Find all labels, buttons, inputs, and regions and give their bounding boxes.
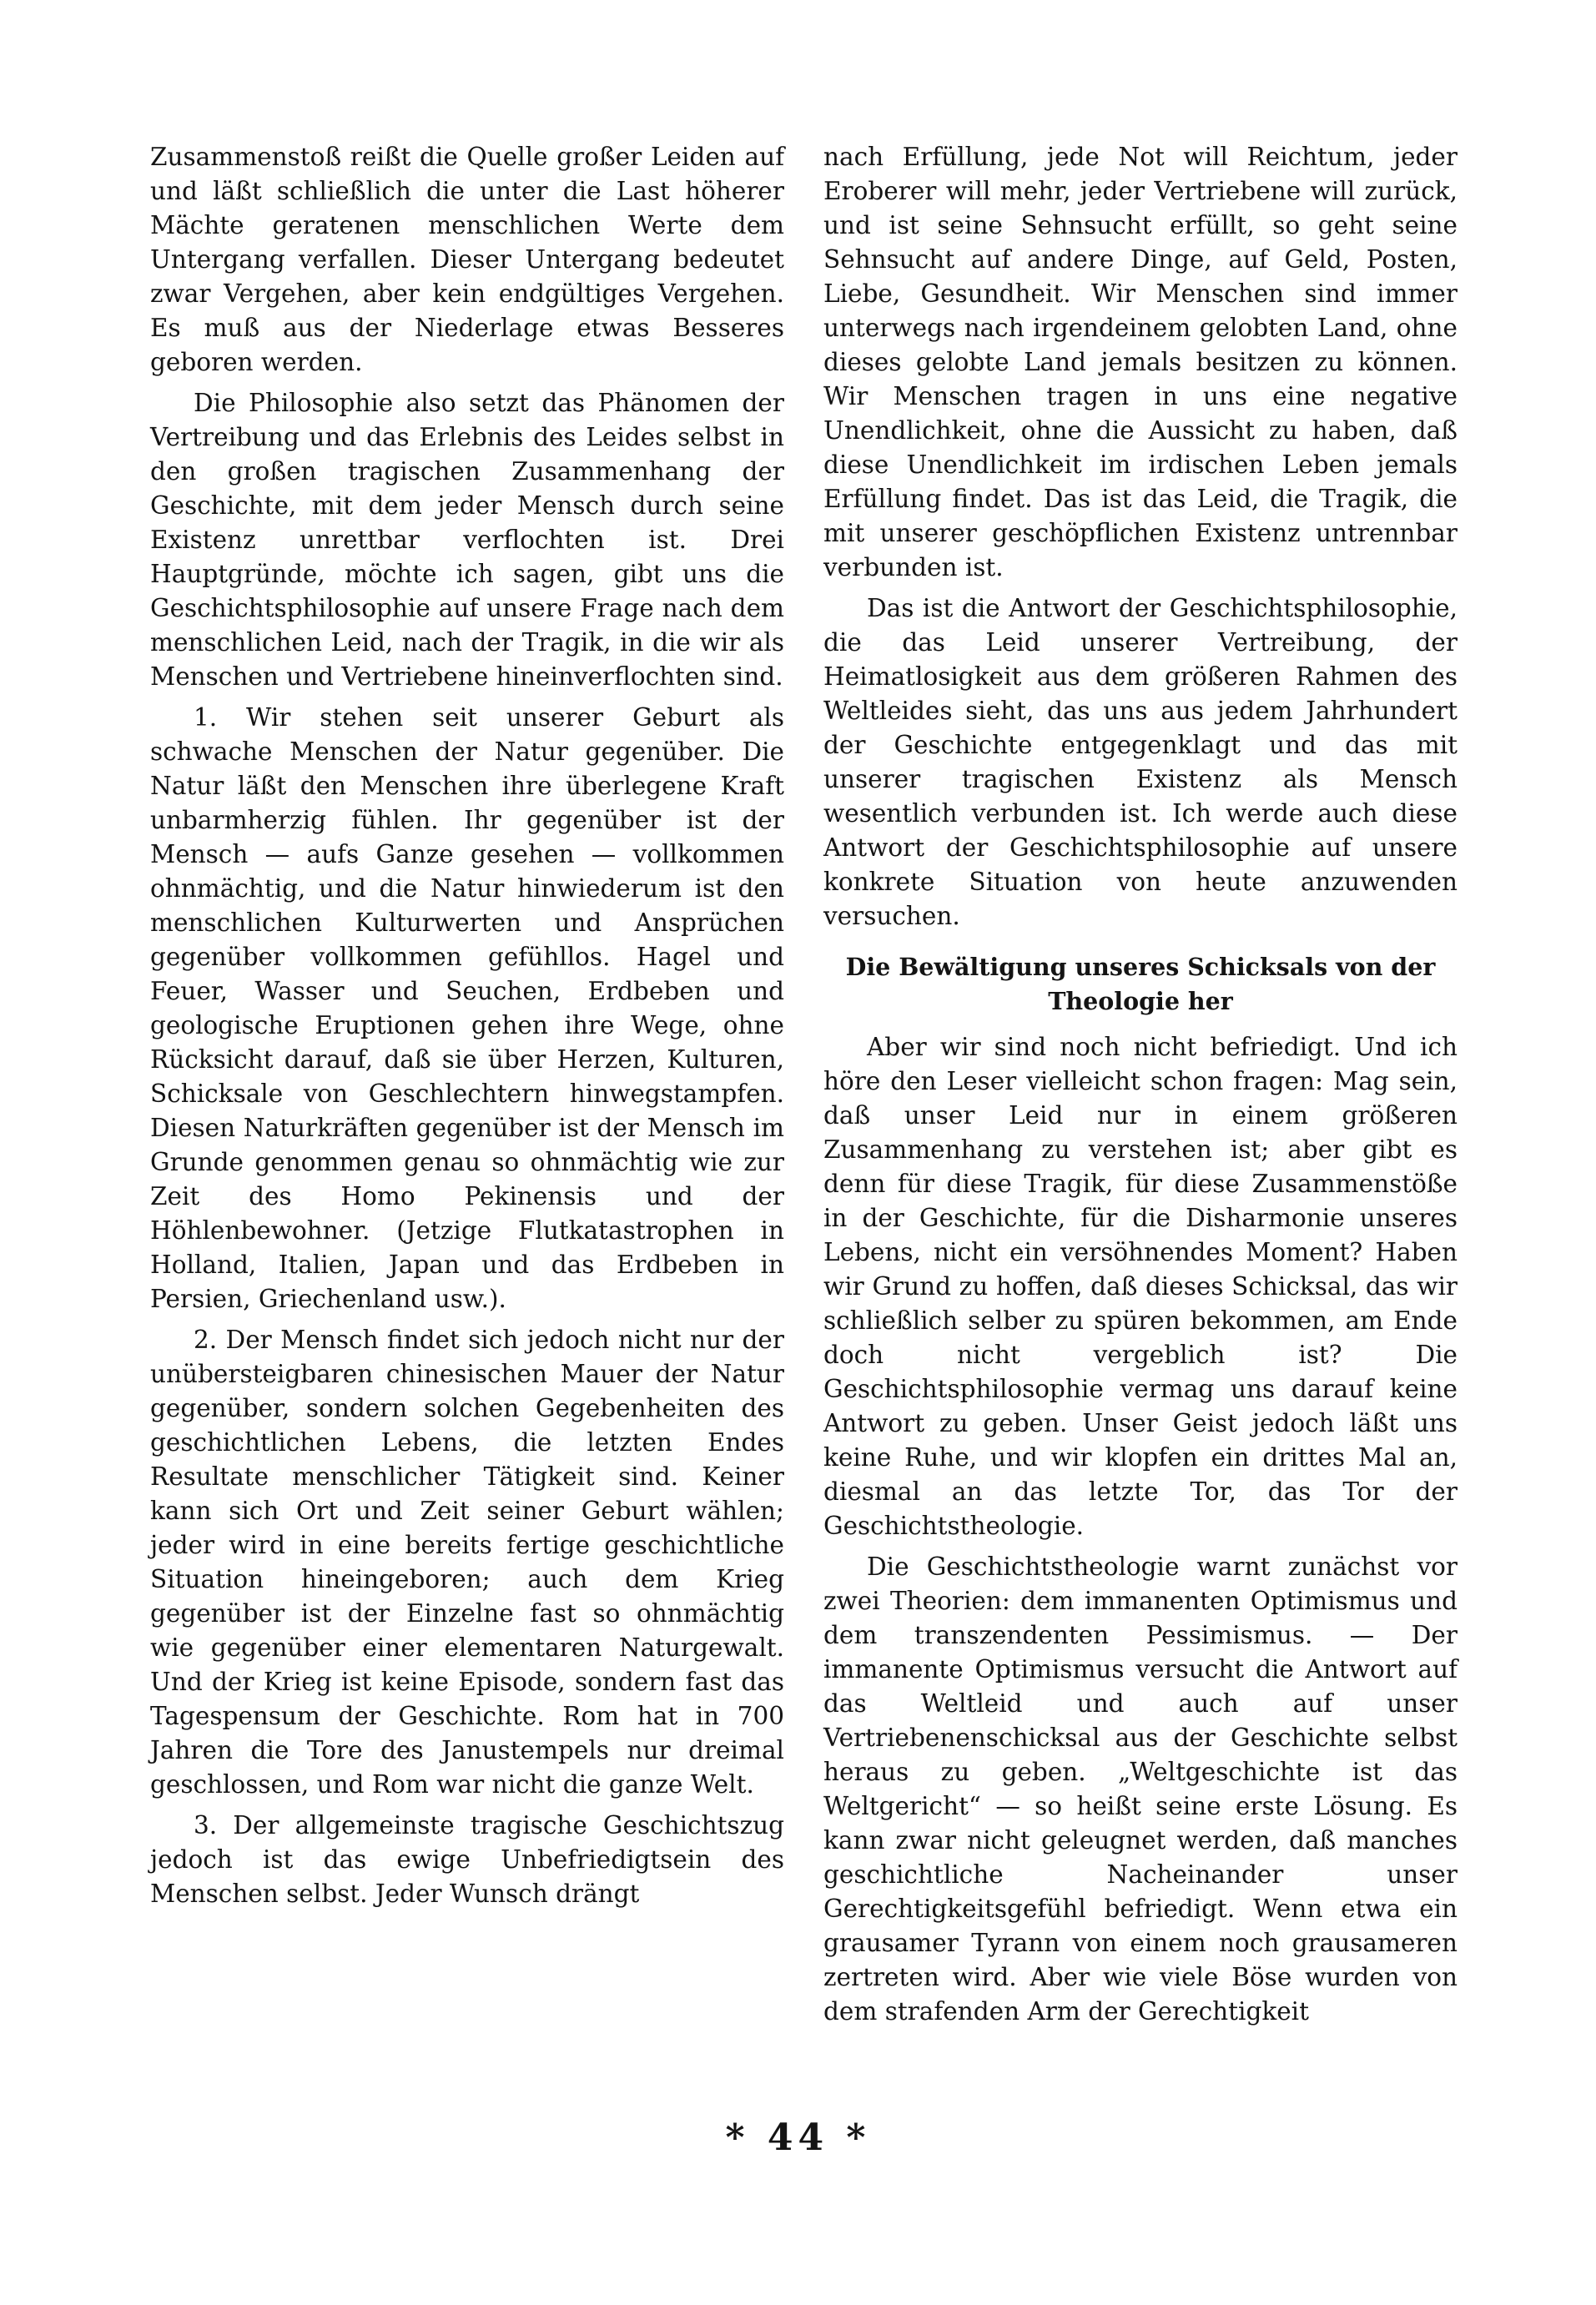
paragraph: 2. Der Mensch findet sich jedoch nicht nur der unübersteigbaren chinesischen Mauer der Natur gegenüber, sondern solchen Gegebenheiten des geschichtlichen Lebens, die letzten Endes Resultate menschlicher Tätigkeit sind. Keiner kann sich Ort und Zeit seiner Geburt wählen; jeder wird in eine bereits fertige geschichtliche Situation hineingeboren; auch dem Krieg gegenüber ist der Einzelne fast so ohnmächtig wie gegenüber einer elementaren Naturgewalt. Und der Krieg ist keine Episode, sondern fast das Tagespensum der Geschichte. Rom hat in 700 Jahren die Tore des Janustempels nur dreimal geschlossen, und Rom war nicht die ganze Welt. xyxy=(150,1326,784,1799)
section-heading: Die Bewältigung unseres Schicksals von der Theologie her xyxy=(845,953,1436,1015)
paragraph: Aber wir sind noch nicht befriedigt. Und ich höre den Leser vielleicht schon fragen: Mag sein, daß unser Leid nur in einem größeren Zusammenhang zu verstehen ist; aber gibt es denn für diese Tragik, für diese Zusammenstöße in der Geschichte, für die Disharmonie unseres Lebens, nicht ein versöhnendes Moment? Haben wir Grund zu hoffen, daß dieses Schicksal, das wir schließlich selber zu spüren bekommen, am Ende doch nicht vergeblich ist? Die Geschichtsphilosophie vermag uns darauf keine Antwort zu geben. Unser Geist jedoch läßt uns keine Ruhe, und wir klopfen ein drittes Mal an, diesmal an das letzte Tor, das Tor der Geschichtstheologie. xyxy=(823,1033,1458,1540)
paragraph: Die Geschichtstheologie warnt zunächst vor zwei Theorien: dem immanenten Optimismus und dem transzendenten Pessimismus. — Der immanente Optimismus versucht die Antwort auf das Weltleid und auch auf unser Vertriebenenschicksal aus der Geschichte selbst heraus zu geben. „Weltgeschichte ist das Weltgericht“ — so heißt seine erste Lösung. Es kann zwar nicht geleugnet werden, daß manches geschichtliche Nacheinander unser Gerechtigkeitsgefühl befriedigt. Wenn etwa ein grausamer Tyrann von einem noch grausameren zertreten wird. Aber wie viele Böse wurden von dem strafenden Arm der Gerechtigkeit xyxy=(823,1553,1458,2026)
paragraph: 1. Wir stehen seit unserer Geburt als schwache Menschen der Natur gegenüber. Die Natur läßt den Menschen ihre überlegene Kraft unbarmherzig fühlen. Ihr gegenüber ist der Mensch — aufs Ganze gesehen — vollkommen ohnmächtig, und die Natur hinwiederum ist den menschlichen Kulturwerten und Ansprüchen gegenüber vollkommen gefühllos. Hagel und Feuer, Wasser und Seuchen, Erdbeben und geologische Eruptionen gehen ihre Wege, ohne Rücksicht darauf, daß sie über Herzen, Kulturen, Schicksale von Geschlechtern hinwegstampfen. Diesen Naturkräften gegenüber ist der Mensch im Grunde genommen genau so ohnmächtig wie zur Zeit des Homo Pekinensis und der Höhlenbewohner. (Jetzige Flutkatastrophen in Holland, Italien, Japan und das Erdbeben in Persien, Griechenland usw.). xyxy=(150,703,784,1313)
paragraph: Zusammenstoß reißt die Quelle großer Leiden auf und läßt schließlich die unter die Last höherer Mächte geratenen menschlichen Werte dem Untergang verfallen. Dieser Untergang bedeutet zwar Vergehen, aber kein endgültiges Vergehen. Es muß aus der Niederlage etwas Besseres geboren werden. xyxy=(150,143,784,376)
paragraph: 3. Der allgemeinste tragische Geschichtszug jedoch ist das ewige Unbefriedigtsein des Menschen selbst. Jeder Wunsch drängt xyxy=(150,1811,784,1908)
right-column xyxy=(823,140,1458,2036)
paragraph: nach Erfüllung, jede Not will Reichtum, jeder Eroberer will mehr, jeder Vertriebene will zurück, und ist seine Sehnsucht erfüllt, so geht seine Sehnsucht auf andere Dinge, auf Geld, Posten, Liebe, Gesundheit. Wir Menschen sind immer unterwegs nach irgendeinem gelobten Land, ohne dieses gelobte Land jemals besitzen zu können. Wir Menschen tragen in uns eine negative Unendlichkeit, ohne die Aussicht zu haben, daß diese Unendlichkeit im irdischen Leben jemals Erfüllung findet. Das ist das Leid, die Tragik, die mit unserer geschöpflichen Existenz untrennbar verbunden ist. xyxy=(823,143,1458,581)
page-number: * 44 * xyxy=(725,2116,871,2159)
left-column xyxy=(150,140,784,1918)
paragraph: Das ist die Antwort der Geschichtsphilosophie, die das Leid unserer Vertreibung, der Heimatlosigkeit aus dem größeren Rahmen des Weltleides sieht, das uns aus jedem Jahrhundert der Geschichte entgegenklagt und das mit unserer tragischen Existenz als Mensch wesentlich verbunden ist. Ich werde auch diese Antwort der Geschichtsphilosophie auf unsere konkrete Situation von heute anzuwenden versuchen. xyxy=(823,594,1458,930)
paragraph: Die Philosophie also setzt das Phänomen der Vertreibung und das Erlebnis des Leides selbst in den großen tragischen Zusammenhang der Geschichte, mit dem jeder Mensch durch seine Existenz unrettbar verflochten ist. Drei Hauptgründe, möchte ich sagen, gibt uns die Geschichtsphilosophie auf unsere Frage nach dem menschlichen Leid, nach der Tragik, in die wir als Menschen und Vertriebene hineinverflochten sind. xyxy=(150,389,784,691)
